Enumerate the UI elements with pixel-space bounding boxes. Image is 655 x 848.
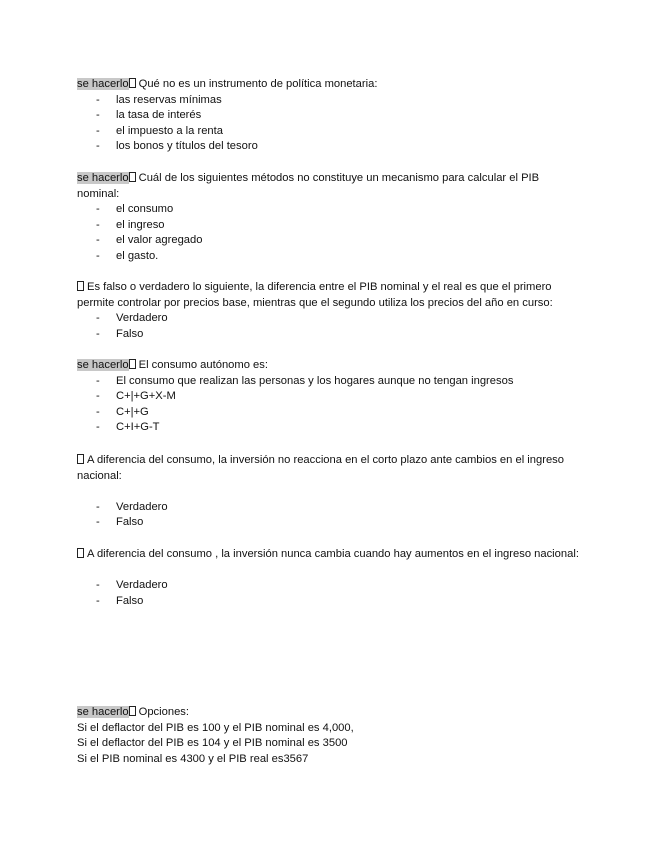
list-item: - Falso — [77, 515, 582, 531]
question-text: El consumo autónomo es: — [138, 359, 268, 371]
list-item: - Falso — [77, 594, 582, 610]
checkbox-glyph-icon — [129, 78, 136, 88]
checkbox-glyph-icon — [129, 172, 136, 182]
list-item: - las reservas mínimas — [77, 93, 582, 109]
question-1 — [77, 77, 582, 155]
list-item: - C+|+G — [77, 405, 582, 421]
question-text: Opciones: — [138, 706, 189, 718]
question-text: Cuál de los siguientes métodos no constituye un mecanismo para calcular el PIB nominal: — [77, 172, 540, 200]
options-list — [77, 374, 582, 436]
options-list — [77, 500, 582, 531]
question-stem — [77, 453, 582, 484]
list-item: - Verdadero — [77, 311, 582, 327]
spacer — [77, 563, 582, 579]
list-item: - El consumo que realizan las personas y los hogares aunque no tengan ingresos — [77, 374, 582, 390]
question-text: Es falso o verdadero lo siguiente, la diferencia entre el PIB nominal y el real es que el primero permite controlar por precios base, mientras que el segundo utiliza los precios del año en curso: — [77, 281, 553, 309]
checkbox-glyph-icon — [77, 454, 84, 464]
list-item: - el ingreso — [77, 218, 582, 234]
question-6 — [77, 547, 582, 609]
question-stem — [77, 280, 582, 311]
question-stem — [77, 705, 582, 721]
list-item: - Verdadero — [77, 578, 582, 594]
question-stem — [77, 547, 582, 563]
question-4 — [77, 358, 582, 436]
list-item: - el gasto. — [77, 249, 582, 265]
list-item: - el consumo — [77, 202, 582, 218]
spacer — [77, 484, 582, 500]
question-5 — [77, 453, 582, 531]
question-text: Qué no es un instrumento de política monetaria: — [138, 78, 378, 90]
question-7 — [77, 705, 582, 767]
checkbox-glyph-icon — [77, 281, 84, 291]
list-item: - los bonos y títulos del tesoro — [77, 139, 582, 155]
list-item: - Falso — [77, 327, 582, 343]
text-line: Si el PIB nominal es 4300 y el PIB real es3567 — [77, 752, 309, 765]
list-item: - el valor agregado — [77, 233, 582, 249]
question-text: A diferencia del consumo, la inversión no reacciona en el corto plazo ante cambios en el ingreso nacional: — [77, 454, 564, 482]
highlight-tag: se hacerlo — [77, 172, 129, 184]
list-item: - C+I+G-T — [77, 420, 582, 436]
list-item: - Verdadero — [77, 500, 582, 516]
checkbox-glyph-icon — [129, 706, 136, 716]
text-line: Si el deflactor del PIB es 104 y el PIB nominal es 3500 — [77, 737, 348, 750]
question-2 — [77, 171, 582, 265]
options-list — [77, 578, 582, 609]
options-list — [77, 311, 582, 342]
list-item: - C+|+G+X-M — [77, 389, 582, 405]
question-text: A diferencia del consumo , la inversión nunca cambia cuando hay aumentos en el ingreso nacional: — [87, 548, 579, 560]
text-line: Si el deflactor del PIB es 100 y el PIB nominal es 4,000, — [77, 721, 354, 734]
highlight-tag: se hacerlo — [77, 706, 129, 718]
question-stem — [77, 358, 582, 374]
question-3 — [77, 280, 582, 342]
list-item: - la tasa de interés — [77, 108, 582, 124]
checkbox-glyph-icon — [77, 548, 84, 558]
highlight-tag: se hacerlo — [77, 78, 129, 90]
options-list — [77, 202, 582, 264]
question-stem — [77, 77, 582, 93]
options-list — [77, 93, 582, 155]
question-stem — [77, 171, 582, 202]
highlight-tag: se hacerlo — [77, 359, 129, 371]
checkbox-glyph-icon — [129, 359, 136, 369]
list-item: - el impuesto a la renta — [77, 124, 582, 140]
